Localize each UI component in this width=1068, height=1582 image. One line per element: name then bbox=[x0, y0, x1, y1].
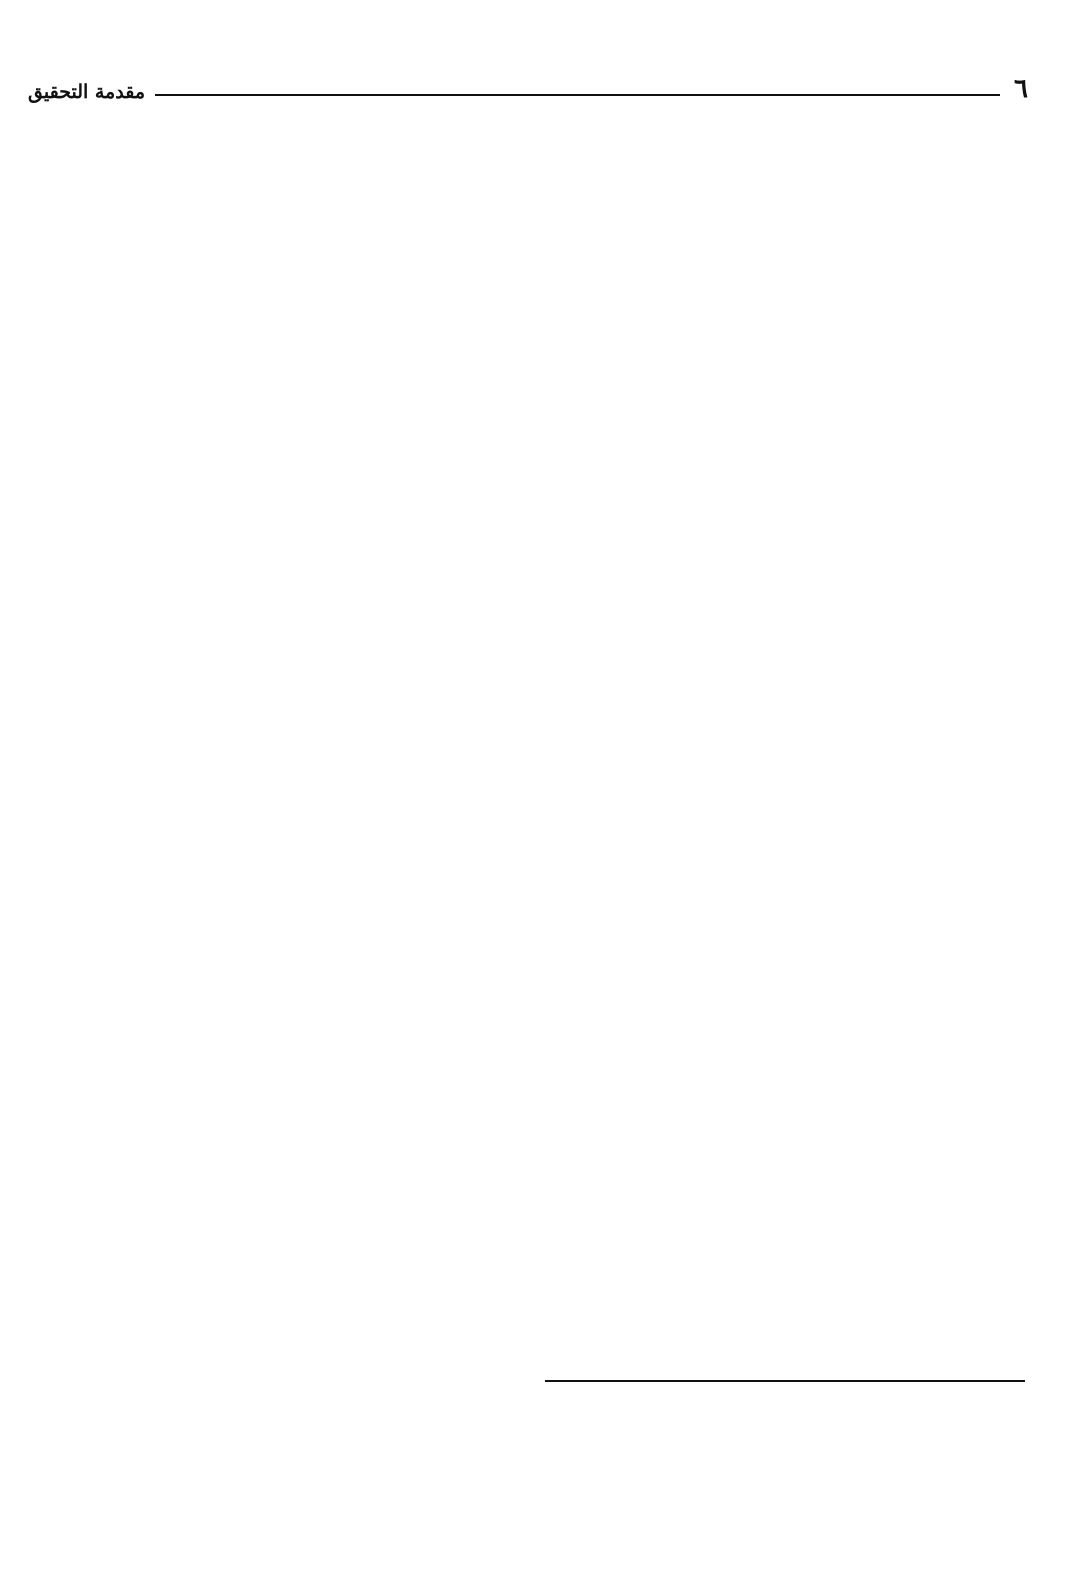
page-header bbox=[28, 62, 1028, 102]
paragraph bbox=[40, 570, 1025, 614]
header-rule bbox=[155, 94, 1000, 96]
footnote-row bbox=[40, 1396, 1025, 1430]
footnotes bbox=[40, 1396, 1025, 1464]
paragraph bbox=[40, 220, 1025, 264]
paragraph bbox=[40, 520, 1025, 564]
footnote bbox=[40, 1430, 1025, 1464]
paragraph bbox=[40, 320, 1025, 364]
paragraph bbox=[40, 370, 1025, 414]
footnote-rule bbox=[545, 1380, 1025, 1382]
paragraph bbox=[40, 420, 1025, 464]
paragraph bbox=[40, 470, 1025, 514]
body-text bbox=[40, 120, 1025, 620]
running-head: مقدمة التحقيق bbox=[28, 81, 145, 103]
paragraph bbox=[40, 120, 1025, 164]
paragraph bbox=[40, 170, 1025, 214]
page-number: ٦ bbox=[1014, 74, 1028, 104]
paragraph bbox=[40, 270, 1025, 314]
